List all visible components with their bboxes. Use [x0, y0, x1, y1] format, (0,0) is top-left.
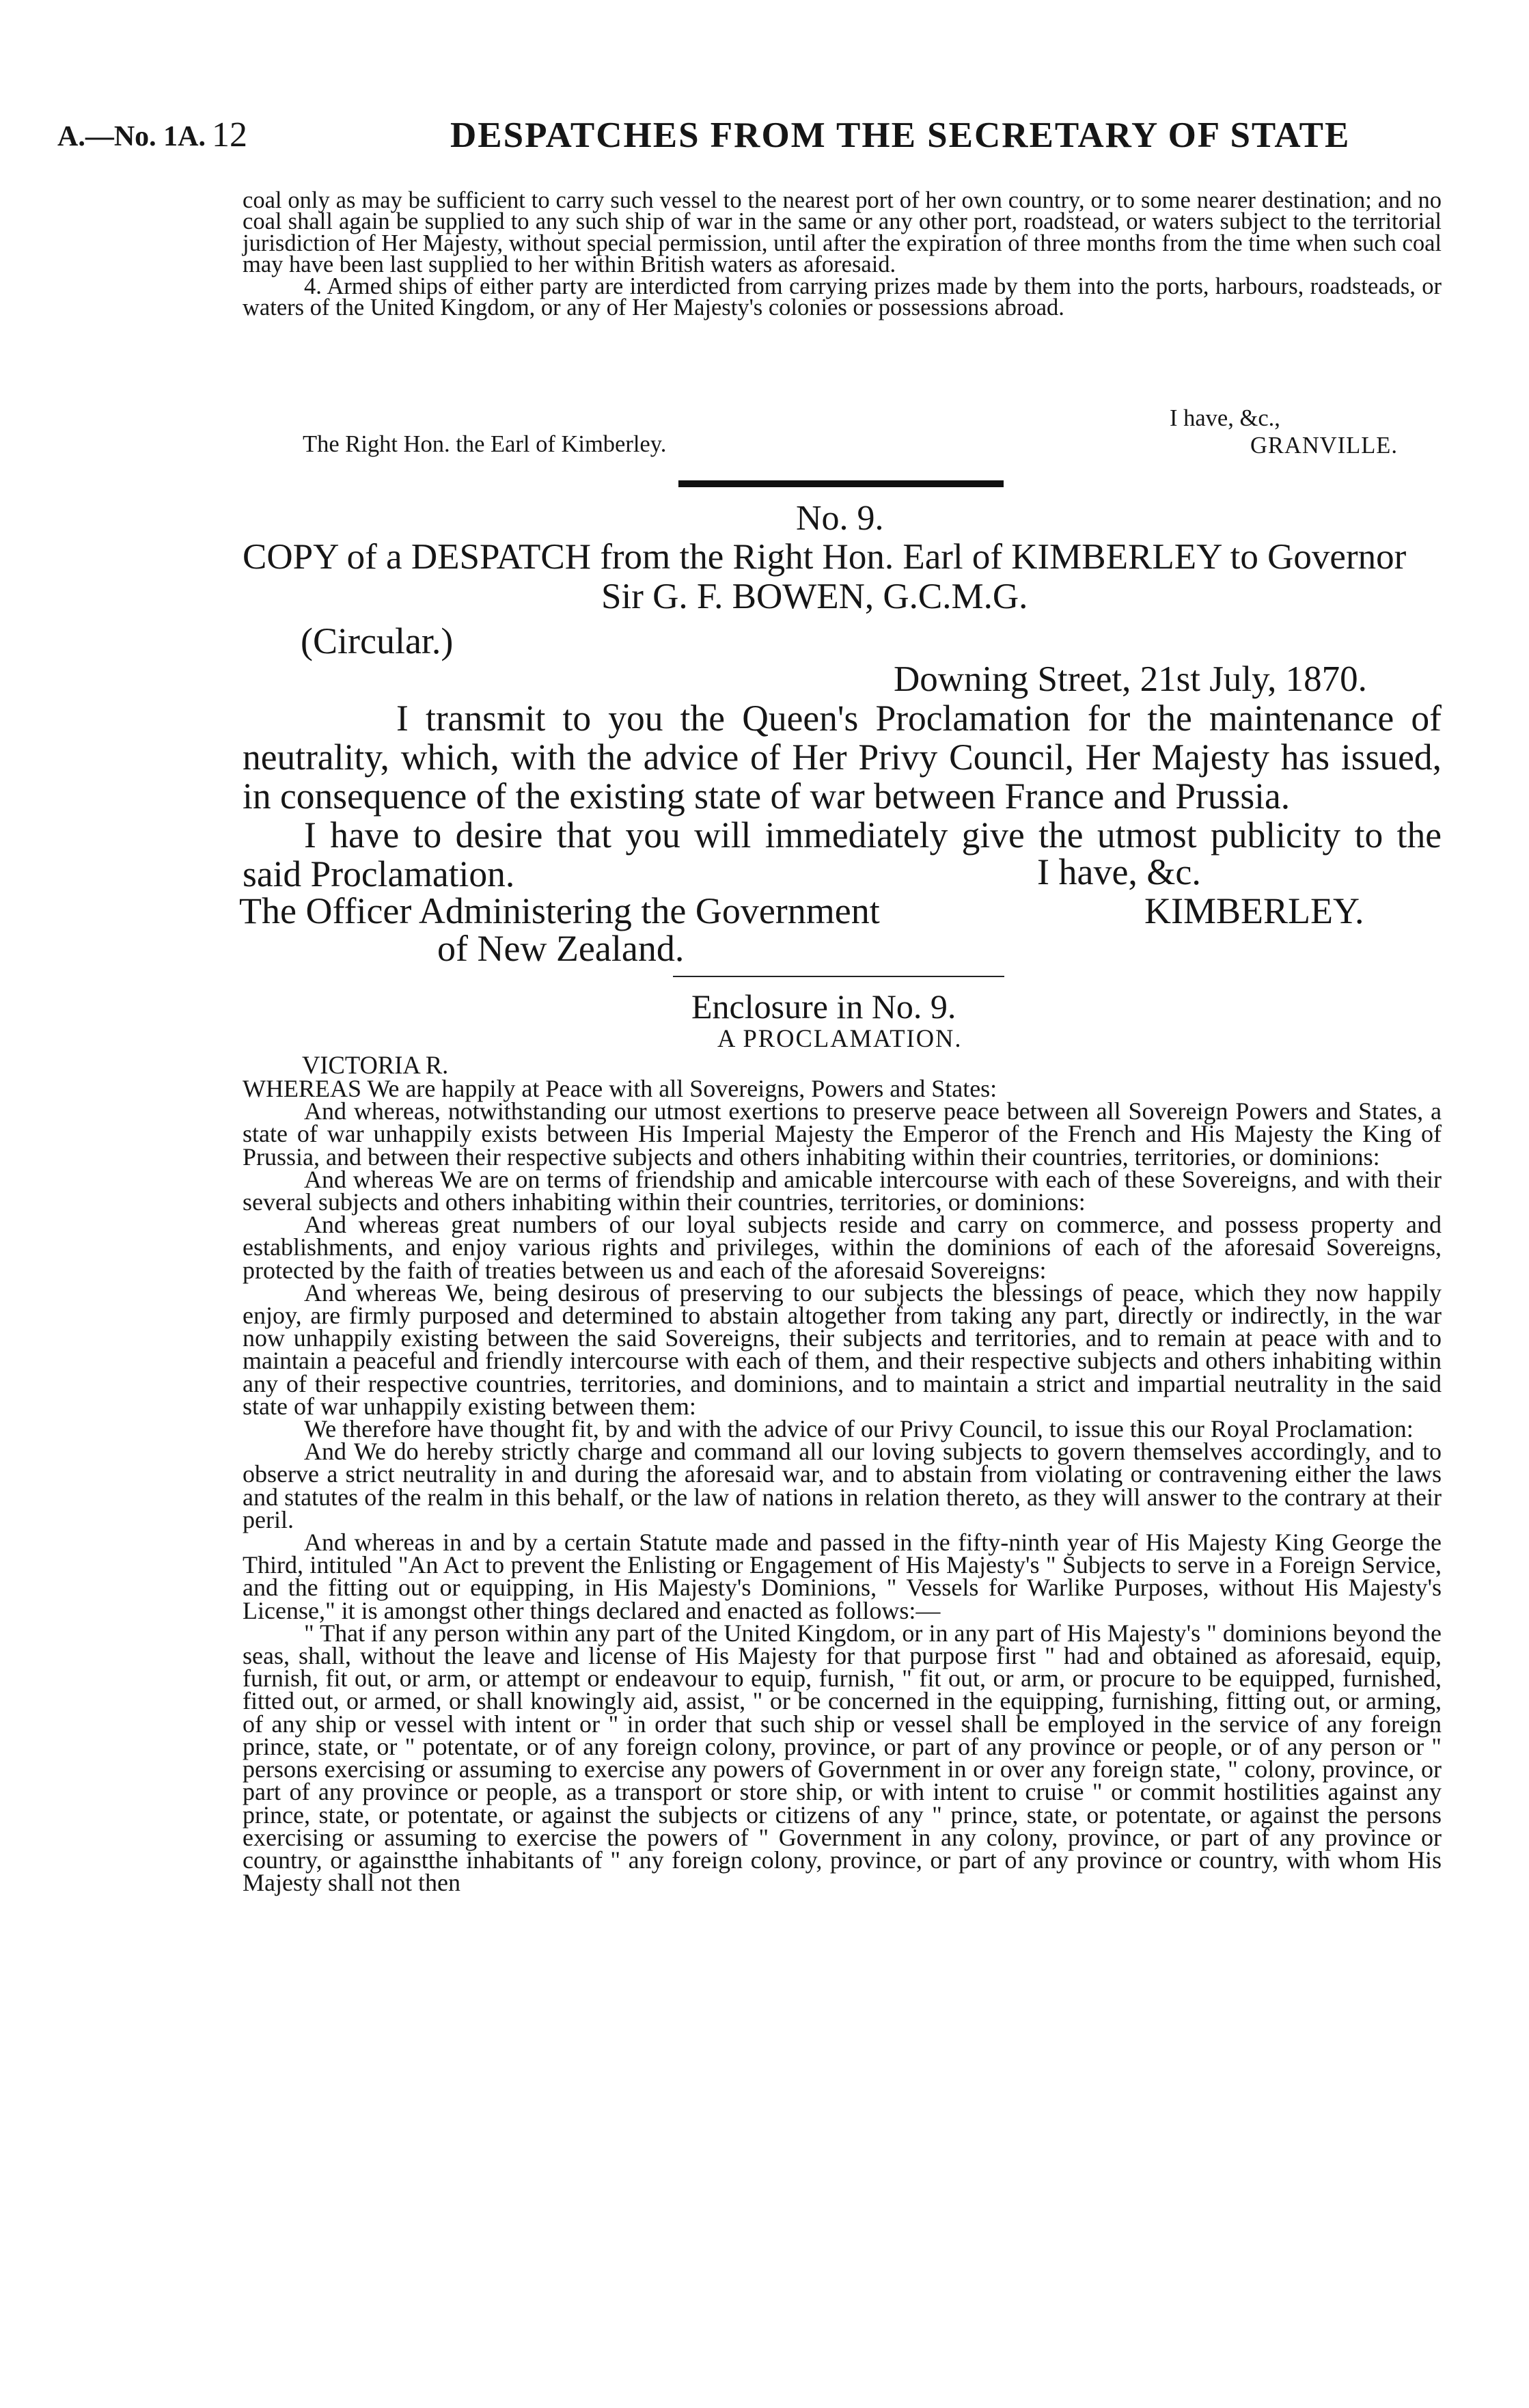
circular-label: (Circular.)	[301, 620, 454, 661]
running-header	[57, 115, 1474, 163]
proclamation-paragraph: And whereas We, being desirous of preserving to our subjects the blessings of peace, which they now happily enjoy, are firmly purposed and determined to abstain altogether from taking any part, directly or indirectly, in the war now unhappily existing between the said Sovereigns, their subjects and territories, and to remain at peace with and to maintain a peaceful and friendly intercourse with each of them, and their respective subjects and others inhabiting within any of their respective countries, territories, and dominions, and to maintain a strict and impartial neutrality in the said state of war unhappily existing between them:	[243, 1278, 1442, 1420]
proclamation-paragraph: And whereas great numbers of our loyal subjects reside and carry on commerce, and possess property and establishments, and enjoy various rights and privileges, within the dominions of each of the aforesaid Sovereigns, protected by the faith of treaties between us and each of the aforesaid Sovereigns:	[243, 1211, 1442, 1284]
proclamation-paragraph: And We do hereby strictly charge and command all our loving subjects to govern themselves accordingly, and to observe a strict neutrality in and during the aforesaid war, and to abstain from violating or contravening either the laws and statutes of the realm in this behalf, or the law of nations in relation thereto, as they will answer to the contrary at their peril.	[243, 1438, 1442, 1533]
section-divider	[678, 480, 1004, 487]
despatch-addressee-line2: of New Zealand.	[437, 928, 685, 969]
enclosure-title: Enclosure in No. 9.	[691, 987, 956, 1026]
despatch-addressee-line1: The Officer Administering the Government	[239, 890, 880, 931]
proclamation-paragraph: And whereas We are on terms of friendship and amicable intercourse with each of these Sovereigns, and with their several subjects and others inhabiting within their countries, territories, or dominions:	[243, 1165, 1442, 1216]
prior-paragraph: coal only as may be sufficient to carry such vessel to the nearest port of her own country, or to some nearer destination; and no coal shall again be supplied to any such ship of war in the same or any other port, roadstead, or waters subject to the territorial jurisdiction of Her Majesty, without special permission, until after the expiration of three months from the time when such coal may have been last supplied to her within British waters as aforesaid.	[243, 187, 1442, 278]
proclamation-paragraph: And whereas, notwithstanding our utmost exertions to preserve peace between all Sovereign Powers and States, a state of war unhappily exists between His Imperial Majesty the Emperor of the French and His Majesty the King of Prussia, and between their respective subjects and others inhabiting within their countries, territories, or dominions:	[243, 1097, 1442, 1171]
despatch-number: No. 9.	[796, 499, 884, 538]
proclamation-body	[243, 1075, 1442, 1897]
prior-signature: GRANVILLE.	[1250, 433, 1399, 459]
document-reference: A.—No. 1A.	[57, 121, 206, 152]
proclamation-paragraph: And whereas in and by a certain Statute made and passed in the fifty-ninth year of His Majesty King George the Third, intituled "An Act to prevent the Enlisting or Engagement of His Majesty's " Subjects to serve in a Foreign Service, and the fitting out or equipping, in His Majesty's Dominions, " Vessels for Warlike Purposes, without His Majesty's License," it is amongst other things declared and enacted as follows:—	[243, 1529, 1442, 1624]
page-number: 12	[212, 115, 247, 154]
enclosure-divider	[673, 976, 1004, 977]
despatch-closing: I have, &c.	[1037, 851, 1201, 892]
prior-closing: I have, &c.,	[1170, 405, 1280, 431]
prior-paragraph: 4. Armed ships of either party are interdicted from carrying prizes made by them into the ports, harbours, roadsteads, or waters of the United Kingdom, or any of Her Majesty's colonies or possessions abroad.	[243, 273, 1442, 321]
despatch-paragraph: I transmit to you the Queen's Proclamation for the maintenance of neutrality, which, with the advice of Her Privy Council, Her Majesty has issued, in consequence of the existing state of war between France and Prussia.	[243, 698, 1442, 817]
proclamation-paragraph: We therefore have thought fit, by and with the advice of our Privy Council, to issue this our Royal Proclamation:	[304, 1415, 1414, 1443]
proclamation-paragraph: " That if any person within any part of the United Kingdom, or in any part of His Majesty's " dominions beyond the seas, shall, without the leave and license of His Majesty for that purpose first " had and obtained as aforesaid, equip, furnish, fit out, or arm, or attempt or endeavour to equip, furnish, " fit out, or arm, or procure to be equipped, furnished, fitted out, or armed, or shall knowingly aid, assist, " or be concerned in the equipping, furnishing, fitting out, or arming, of any ship or vessel with intent or " in order that such ship or vessel shall be employed in the service of any foreign prince, state, or " potentate, or of any foreign colony, province, or part of any province or people, or of any person or " persons exercising or assuming to exercise any powers of Government in or over any foreign state, " colony, province, or part of any province or people, as a transport or store ship, or with intent to cruise " or commit hostilities against any prince, state, or potentate, or against the subjects or citizens of any " prince, state, or potentate, or against the persons exercising or assuming to exercise the powers of " Government in any colony, province, or part of any province or country, or againstthe inhabitants of " any foreign colony, province, or part of any province or country, with whom His Majesty shall not then	[243, 1619, 1442, 1897]
despatch-signature: KIMBERLEY.	[1144, 890, 1364, 931]
prior-despatch-text	[243, 187, 1442, 321]
page-title: DESPATCHES FROM THE SECRETARY OF STATE	[450, 115, 1351, 155]
sovereign-signature: VICTORIA R.	[302, 1051, 449, 1079]
proclamation-paragraph: WHEREAS We are happily at Peace with all Sovereigns, Powers and States:	[243, 1075, 997, 1102]
prior-addressee: The Right Hon. the Earl of Kimberley.	[303, 431, 667, 457]
dateline: Downing Street, 21st July, 1870.	[894, 659, 1367, 699]
despatch-body	[243, 699, 1442, 894]
despatch-heading-line2: Sir G. F. BOWEN, G.C.M.G.	[601, 577, 1028, 616]
enclosure-subtitle: A PROCLAMATION.	[717, 1024, 963, 1052]
despatch-heading-line1: COPY of a DESPATCH from the Right Hon. Earl of KIMBERLEY to Governor	[243, 537, 1407, 577]
despatch-paragraph: I have to desire that you will immediately give the utmost publicity to the said Proclamation.	[243, 815, 1442, 894]
